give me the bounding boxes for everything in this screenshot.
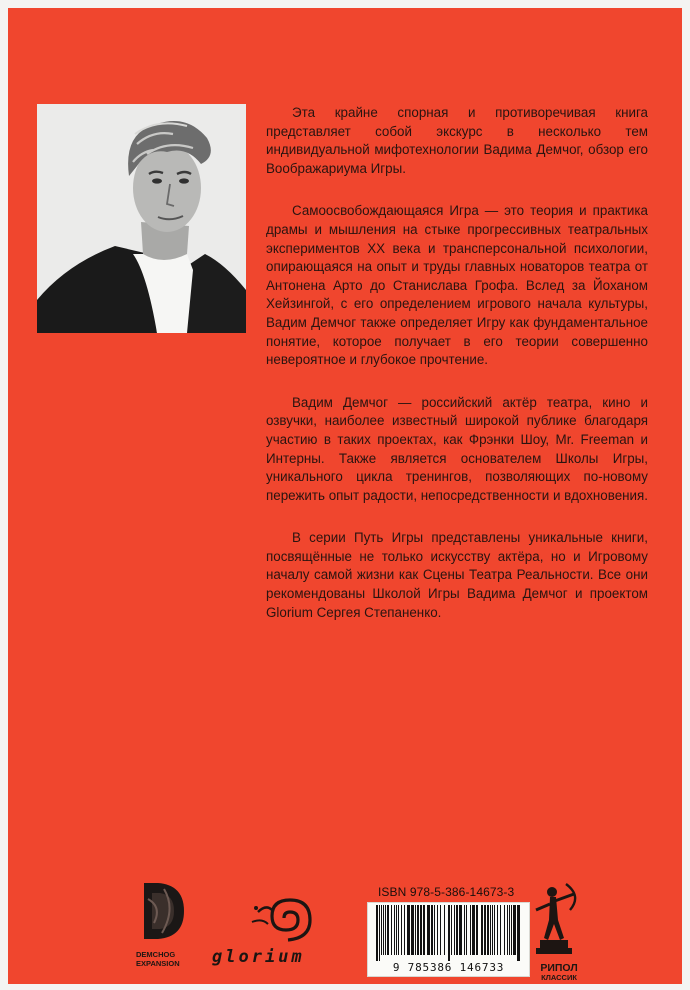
barcode-bar: [509, 905, 510, 955]
barcode-bar: [500, 905, 501, 955]
barcode-bar: [448, 905, 450, 961]
description-paragraph: Эта крайне спорная и противоречивая книга представляет собой экскурс в несколько тем индивидуальной мифотехнологии Вадима Демчог, обзор его Воображариума Игры.: [266, 105, 648, 176]
book-description: [266, 104, 648, 646]
description-paragraph: Вадим Демчог — российский актёр театра, кино и озвучки, наиболее известный широкой публике благодаря участию в таких проектах, как Фрэнки Шоу, Mr. Freeman и Интерны. Также является основателем Школы Игры, уникального цикла тренингов, позволяющих по-новому пережить опыт радости, непосредственности и вдохновения.: [266, 394, 649, 503]
barcode-bar: [434, 905, 435, 955]
demchog-expansion-logo: [136, 879, 192, 975]
barcode-bar: [394, 905, 395, 955]
barcode-bar: [470, 905, 471, 955]
barcode-bar: [437, 905, 438, 955]
barcode-bars: [374, 905, 522, 961]
barcode-bar: [404, 905, 405, 955]
barcode-bar: [401, 905, 402, 955]
barcode-bar: [454, 905, 455, 955]
barcode-bar: [487, 905, 489, 955]
barcode-bar: [481, 905, 483, 955]
glorium-logo: [212, 888, 342, 968]
ripol-archer-statue-icon: [530, 880, 588, 958]
barcode-bar: [459, 905, 462, 955]
barcode-bar: [383, 905, 384, 955]
ripol-classic-logo: [530, 880, 588, 985]
barcode-bar: [490, 905, 491, 955]
barcode-bar: [464, 905, 465, 955]
barcode-bar: [484, 905, 486, 955]
barcode-bar: [398, 905, 399, 955]
book-back-cover: [8, 8, 682, 984]
barcode-bar: [511, 905, 512, 955]
glorium-wordmark: glorium: [212, 947, 305, 967]
barcode-bar: [391, 905, 392, 955]
barcode-bar: [466, 905, 467, 955]
barcode-bar: [417, 905, 419, 955]
barcode-bar: [517, 905, 520, 961]
barcode-bar: [476, 905, 478, 955]
barcode-bar: [440, 905, 441, 955]
barcode-bar: [513, 905, 516, 955]
barcode-bar: [472, 905, 475, 955]
isbn-barcode: [367, 902, 530, 977]
glorium-spiral-logo-icon: [212, 888, 342, 944]
barcode-bar: [411, 905, 414, 955]
barcode-digits: 9 785386 146733: [392, 961, 505, 974]
barcode-bar: [427, 905, 430, 955]
barcode-bar: [504, 905, 505, 955]
author-photo: [37, 104, 246, 333]
barcode-bar: [444, 905, 445, 955]
barcode-bar: [415, 905, 416, 955]
barcode-bar: [494, 905, 495, 955]
barcode-bar: [492, 905, 493, 955]
barcode-bar: [507, 905, 508, 955]
barcode-bar: [379, 905, 380, 961]
barcode-bar: [385, 905, 386, 955]
barcode-bar: [451, 905, 452, 955]
barcode-bar: [407, 905, 410, 955]
barcode-bar: [376, 905, 378, 961]
portrait-photo: [37, 104, 246, 333]
barcode-bar: [431, 905, 433, 955]
demchog-label-line2: EXPANSION: [136, 959, 180, 968]
barcode-bar: [387, 905, 389, 955]
ripol-label-line1: РИПОЛ: [540, 962, 578, 974]
isbn-label: ISBN 978-5-386-14673-3: [378, 885, 515, 899]
description-paragraph: В серии Путь Игры представлены уникальные книги, посвящённые не только искусству актёра, но и Игровому началу самой жизни как Сцены Театра Реальности. Все они рекомендованы Школой Игры Вадима Демчог и проектом Glorium Сергея Степаненко.: [266, 530, 648, 620]
ripol-label-line2: КЛАССИК: [541, 973, 577, 982]
demchog-label-line1: DEMCHOG: [136, 950, 176, 959]
barcode-bar: [456, 905, 458, 955]
barcode-bar: [381, 905, 382, 955]
barcode-bar: [420, 905, 422, 955]
demchog-expansion-logo-icon: [136, 879, 192, 943]
description-paragraph: Самоосвобождающаяся Игра — это теория и практика драмы и мышления на стыке прогрессивных театральных экспериментов XX века и трансперсональной психологии, опирающаяся на опыт и труды главных новаторов театра от Антонена Арто до Станислава Грофа. Вслед за Йоханом Хейзингой, с его определением игрового начала культуры, Вадим Демчог также определяет Игру как фундаментальное понятие, которое получает в его теории совершенно невероятное и глубокое прочтение.: [266, 203, 648, 368]
barcode-bar: [497, 905, 498, 955]
barcode-bar: [396, 905, 397, 955]
barcode-bar: [423, 905, 425, 955]
